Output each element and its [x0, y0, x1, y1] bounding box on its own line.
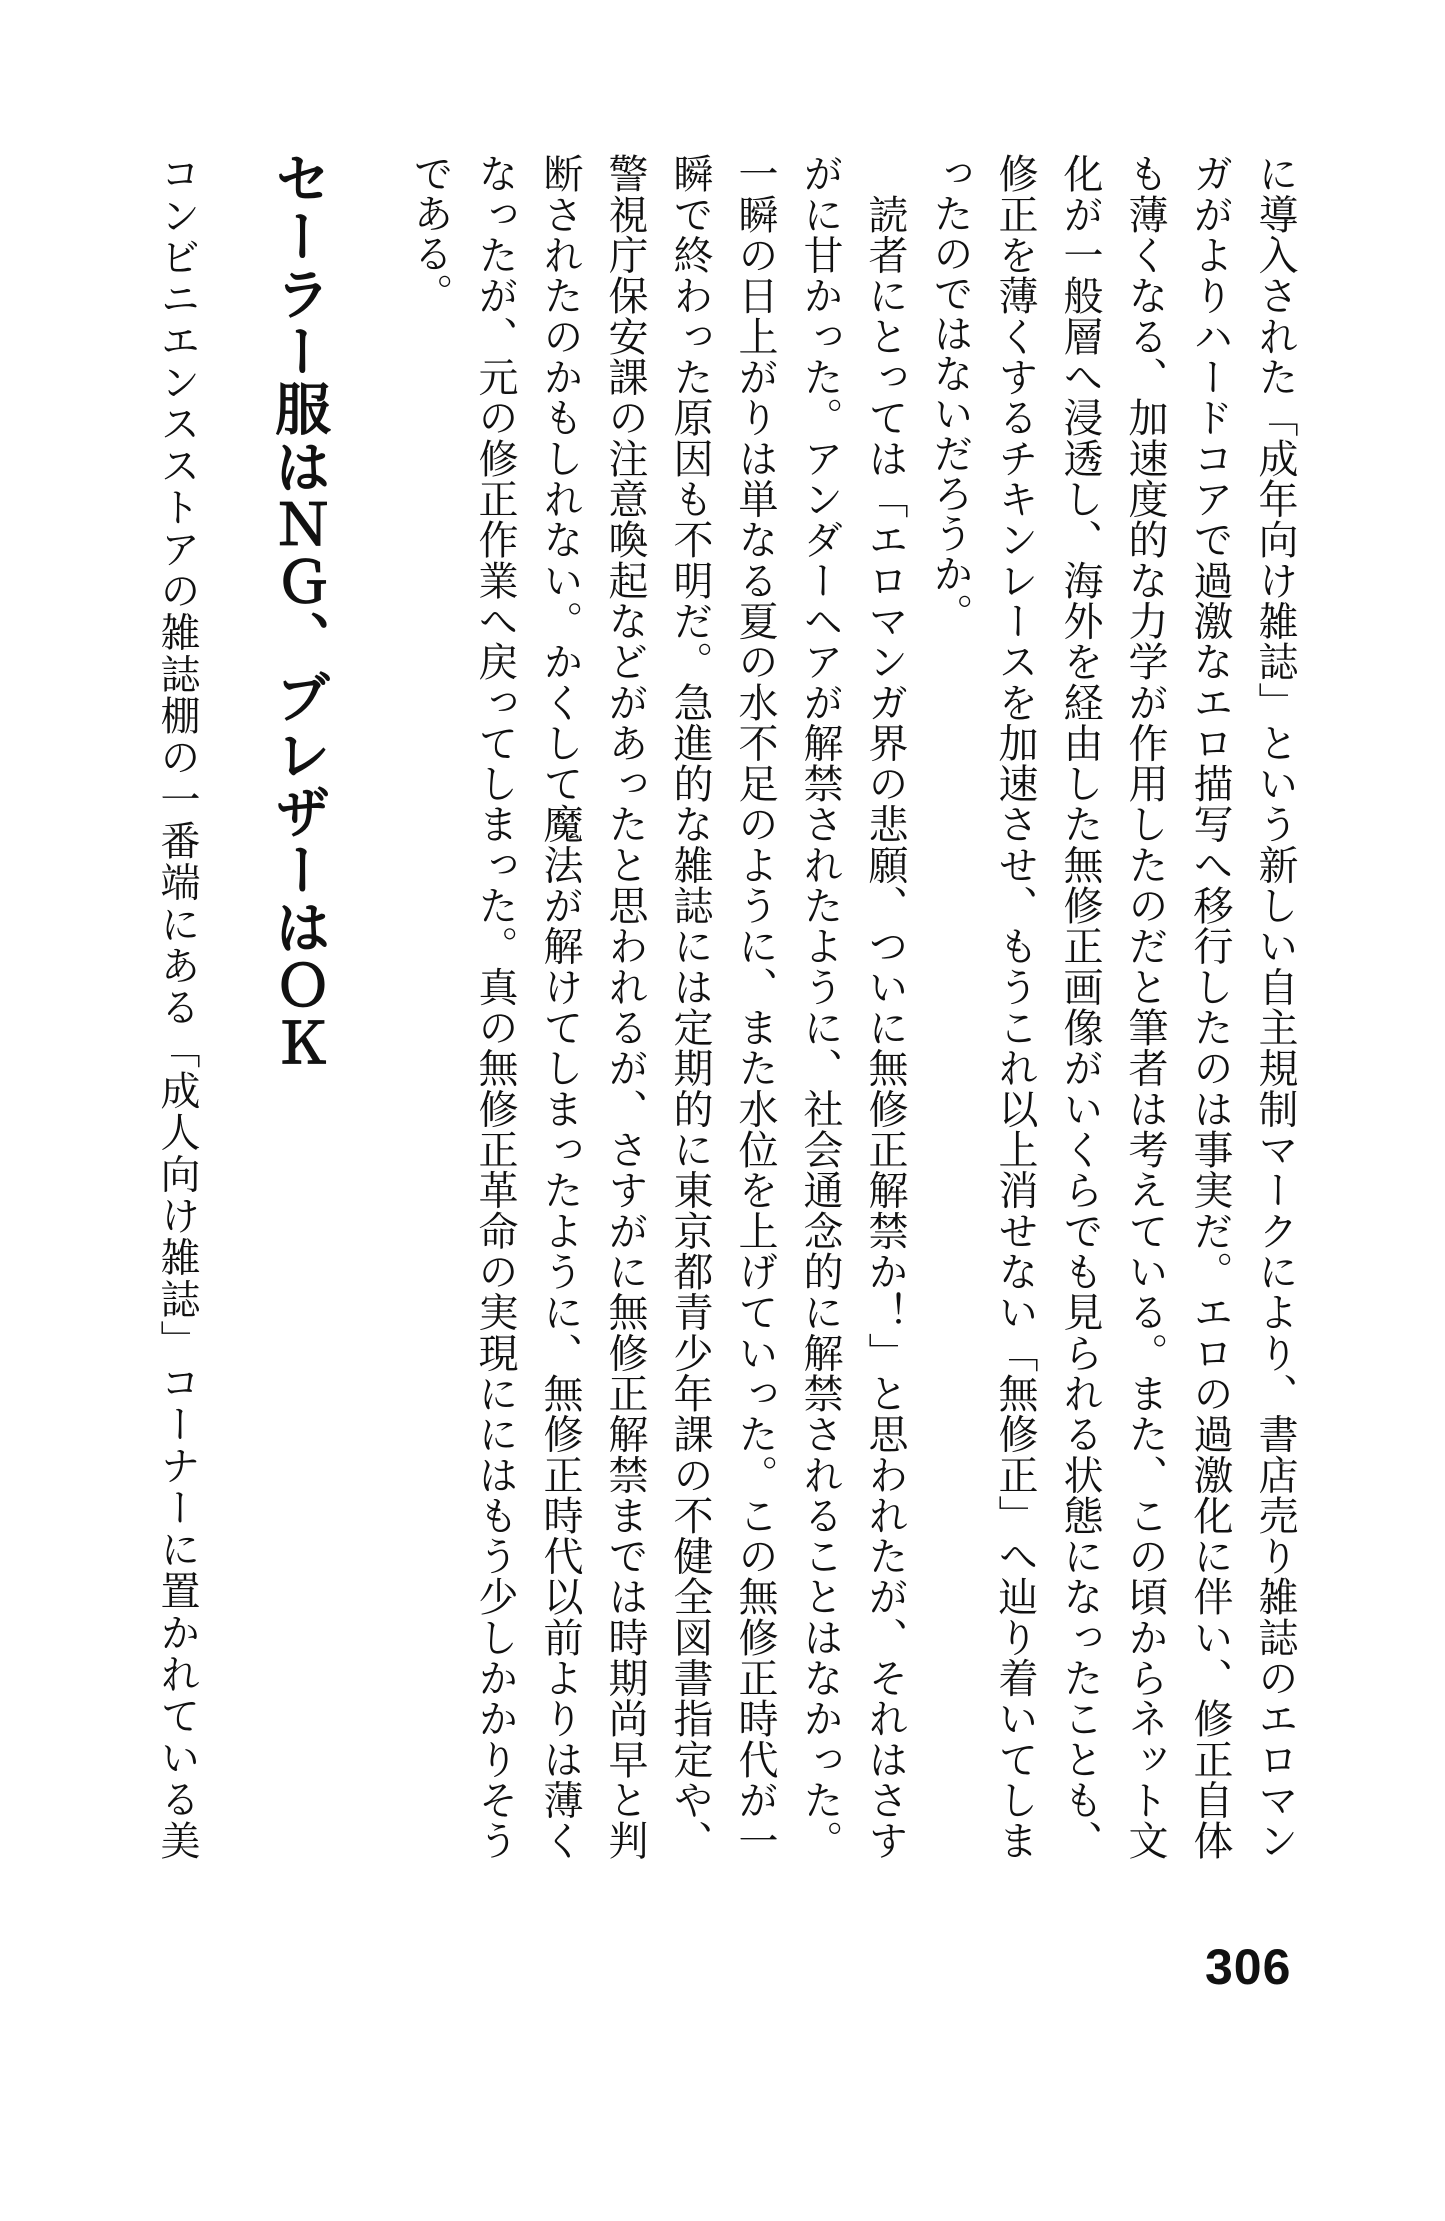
text-column: に導入された「成年向け雑誌」という新しい自主規制マークにより、書店売り雑誌のエロマン: [1252, 153, 1298, 1861]
text-column: ったのではないだろうか。: [927, 153, 973, 633]
text-column: 警視庁保安課の注意喚起などがあったと思われるが、さすがに無修正解禁までは時期尚早と判: [602, 153, 648, 1861]
text-column: 一瞬の日上がりは単なる夏の水不足のように、また水位を上げていった。この無修正時代が一: [732, 153, 778, 1861]
text-column-next-section: コンビニエンスストアの雑誌棚の一番端にある「成人向け雑誌」コーナーに置かれている美: [154, 153, 200, 1861]
text-column: がに甘かった。アンダーヘアが解禁されたように、社会通念的に解禁されることはなかった。: [797, 153, 843, 1860]
text-column: なったが、元の修正作業へ戻ってしまった。真の無修正革命の実現ににはもう少しかかりそう: [472, 153, 518, 1860]
section-heading: セーラー服はＮＧ、ブレザーはＯＫ: [266, 150, 331, 1070]
text-column: 化が一般層へ浸透し、海外を経由した無修正画像がいくらでも見られる状態になったことも、: [1057, 153, 1103, 1860]
text-column: ガがよりハードコアで過激なエロ描写へ移行したのは事実だ。エロの過激化に伴い、修正自体: [1187, 153, 1233, 1861]
text-column: 断されたのかもしれない。かくして魔法が解けてしまったように、無修正時代以前よりは薄く: [537, 153, 583, 1860]
text-column: 読者にとっては「エロマンガ界の悲願、ついに無修正解禁か！」と思われたが、それはさす: [862, 153, 908, 1861]
text-column: 瞬で終わった原因も不明だ。急進的な雑誌には定期的に東京都青少年課の不健全図書指定や、: [667, 153, 713, 1861]
text-column: である。: [407, 153, 453, 313]
text-column: 修正を薄くするチキンレースを加速させ、もうこれ以上消せない「無修正」へ辿り着いてしま: [992, 153, 1038, 1860]
text-column: も薄くなる、加速度的な力学が作用したのだと筆者は考えている。また、この頃からネット文: [1122, 153, 1168, 1860]
page-number: 306: [1205, 1939, 1292, 1995]
